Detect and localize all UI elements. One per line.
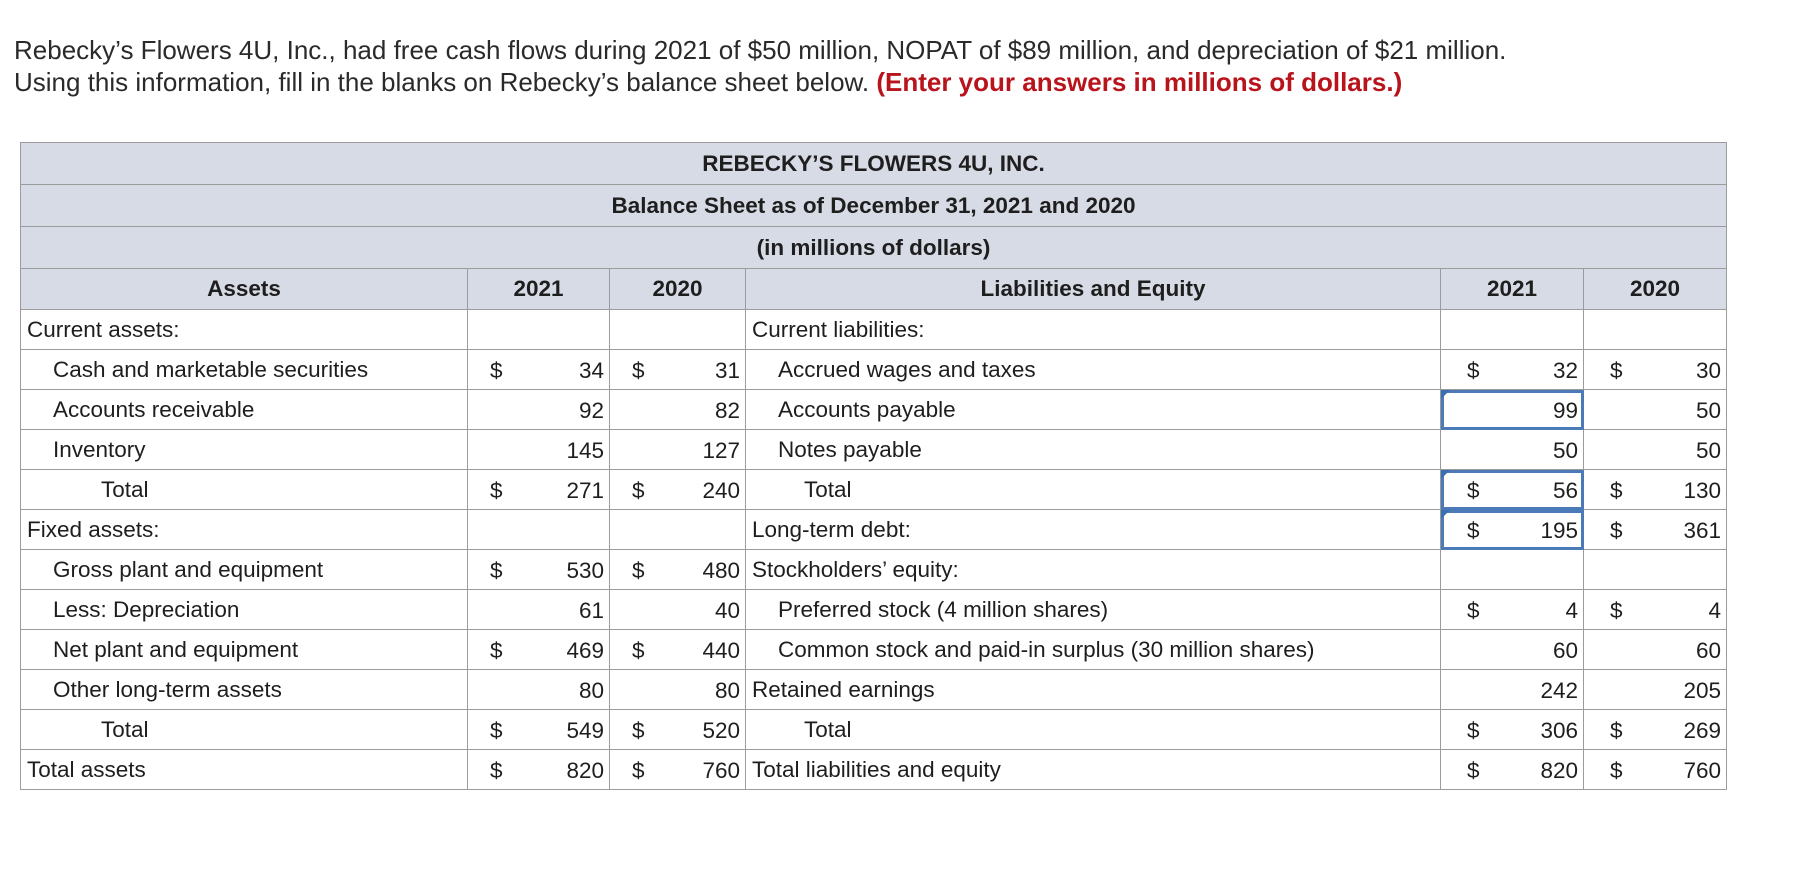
dollar-sign: $ <box>490 358 503 383</box>
liability-label: Accrued wages and taxes <box>746 350 1441 390</box>
cell-value: 31 <box>714 358 740 383</box>
liability-2020-cell <box>1584 550 1727 590</box>
question-line-2: Using this information, fill in the blanks on Rebecky’s balance sheet below. <box>14 67 870 97</box>
dollar-sign: $ <box>1467 358 1480 383</box>
cell-value: 130 <box>1683 478 1721 503</box>
asset-2020-cell <box>610 350 746 390</box>
cell-value: 240 <box>702 478 740 503</box>
assets-header: Assets <box>21 269 468 310</box>
cell-value: 82 <box>714 398 740 423</box>
liability-2020-cell <box>1584 630 1727 670</box>
cell-value: 50 <box>1695 398 1721 423</box>
cell-value: 306 <box>1540 718 1578 743</box>
asset-2021-cell <box>468 630 610 670</box>
liability-2020-cell <box>1584 350 1727 390</box>
table-row <box>21 390 1727 430</box>
liability-label: Total liabilities and equity <box>746 750 1441 790</box>
dollar-sign: $ <box>490 758 503 783</box>
dollar-sign: $ <box>632 758 645 783</box>
cell-value: 80 <box>578 678 604 703</box>
liability-2021-cell <box>1441 750 1584 790</box>
cell-value: 269 <box>1683 718 1721 743</box>
table-row <box>21 670 1727 710</box>
cell-value: 34 <box>578 358 604 383</box>
liability-2021-cell <box>1441 310 1584 350</box>
asset-2021-cell <box>468 510 610 550</box>
liability-2020-cell <box>1584 430 1727 470</box>
asset-2021-cell <box>468 750 610 790</box>
balance-sheet-table <box>20 142 1727 790</box>
liability-2021-cell <box>1441 630 1584 670</box>
dollar-sign: $ <box>1610 478 1623 503</box>
dollar-sign: $ <box>1467 718 1480 743</box>
asset-2020-cell <box>610 750 746 790</box>
cell-value: 127 <box>702 438 740 463</box>
liability-label: Stockholders’ equity: <box>746 550 1441 590</box>
dollar-sign: $ <box>632 558 645 583</box>
assets-2020-header: 2020 <box>610 269 746 310</box>
table-row <box>21 310 1727 350</box>
asset-2020-cell <box>610 310 746 350</box>
cell-value[interactable]: 99 <box>1552 398 1578 423</box>
liability-2021-cell <box>1441 430 1584 470</box>
cell-value: 30 <box>1695 358 1721 383</box>
answer-hint: (Enter your answers in millions of dollars.) <box>876 67 1403 97</box>
asset-2021-cell <box>468 390 610 430</box>
dollar-sign: $ <box>1467 758 1480 783</box>
liabilities-2021-header: 2021 <box>1441 269 1584 310</box>
asset-label: Cash and marketable securities <box>21 350 468 390</box>
cell-value: 760 <box>1683 758 1721 783</box>
asset-2021-cell <box>468 470 610 510</box>
asset-2020-cell <box>610 470 746 510</box>
table-row <box>21 590 1727 630</box>
asset-label: Current assets: <box>21 310 468 350</box>
asset-2020-cell <box>610 710 746 750</box>
dollar-sign: $ <box>490 638 503 663</box>
dollar-sign: $ <box>632 478 645 503</box>
cell-value: 549 <box>566 718 604 743</box>
asset-2020-cell <box>610 510 746 550</box>
cell-value: 760 <box>702 758 740 783</box>
liability-2021-cell[interactable] <box>1441 390 1584 430</box>
liability-label: Common stock and paid-in surplus (30 million shares) <box>746 630 1441 670</box>
liabilities-header: Liabilities and Equity <box>746 269 1441 310</box>
table-row <box>21 710 1727 750</box>
cell-value: 50 <box>1695 438 1721 463</box>
asset-label: Fixed assets: <box>21 510 468 550</box>
asset-2021-cell <box>468 710 610 750</box>
cell-value: 530 <box>566 558 604 583</box>
table-row <box>21 350 1727 390</box>
sheet-units: (in millions of dollars) <box>21 227 1727 269</box>
cell-value: 145 <box>566 438 604 463</box>
liability-2021-cell[interactable] <box>1441 470 1584 510</box>
dollar-sign: $ <box>1610 358 1623 383</box>
cell-value: 205 <box>1683 678 1721 703</box>
sheet-subtitle: Balance Sheet as of December 31, 2021 and 2020 <box>21 185 1727 227</box>
asset-2020-cell <box>610 630 746 670</box>
table-row <box>21 550 1727 590</box>
asset-2020-cell <box>610 670 746 710</box>
cell-value: 50 <box>1552 438 1578 463</box>
dollar-sign: $ <box>1467 478 1480 503</box>
table-row <box>21 630 1727 670</box>
assets-2021-header: 2021 <box>468 269 610 310</box>
liability-2020-cell <box>1584 590 1727 630</box>
cell-value: 820 <box>1540 758 1578 783</box>
cell-value: 4 <box>1708 598 1721 623</box>
cell-value: 440 <box>702 638 740 663</box>
liability-2020-cell <box>1584 670 1727 710</box>
liability-2021-cell <box>1441 710 1584 750</box>
balance-sheet-body <box>21 310 1727 790</box>
cell-value[interactable]: 195 <box>1540 518 1578 543</box>
liability-2020-cell <box>1584 510 1727 550</box>
dollar-sign: $ <box>632 718 645 743</box>
cell-value: 271 <box>566 478 604 503</box>
asset-label: Net plant and equipment <box>21 630 468 670</box>
liability-2020-cell <box>1584 390 1727 430</box>
liability-2021-cell <box>1441 350 1584 390</box>
liability-label: Total <box>746 710 1441 750</box>
liability-2020-cell <box>1584 310 1727 350</box>
cell-value[interactable]: 56 <box>1552 478 1578 503</box>
liability-2021-cell <box>1441 670 1584 710</box>
question-text <box>14 34 1794 98</box>
cell-value: 361 <box>1683 518 1721 543</box>
table-row <box>21 510 1727 550</box>
cell-value: 4 <box>1565 598 1578 623</box>
asset-2021-cell <box>468 350 610 390</box>
cell-value: 61 <box>578 598 604 623</box>
liability-2021-cell <box>1441 550 1584 590</box>
liability-label: Retained earnings <box>746 670 1441 710</box>
asset-label: Gross plant and equipment <box>21 550 468 590</box>
cell-value: 32 <box>1552 358 1578 383</box>
cell-value: 80 <box>714 678 740 703</box>
dollar-sign: $ <box>490 478 503 503</box>
dollar-sign: $ <box>1467 598 1480 623</box>
sheet-title: REBECKY’S FLOWERS 4U, INC. <box>21 143 1727 185</box>
liability-label: Notes payable <box>746 430 1441 470</box>
liability-2020-cell <box>1584 470 1727 510</box>
liability-2020-cell <box>1584 710 1727 750</box>
liability-2020-cell <box>1584 750 1727 790</box>
asset-label: Total <box>21 710 468 750</box>
asset-label: Total assets <box>21 750 468 790</box>
asset-2020-cell <box>610 590 746 630</box>
asset-2020-cell <box>610 390 746 430</box>
liability-label: Current liabilities: <box>746 310 1441 350</box>
liability-2021-cell <box>1441 590 1584 630</box>
cell-value: 469 <box>566 638 604 663</box>
cell-value: 480 <box>702 558 740 583</box>
asset-2021-cell <box>468 310 610 350</box>
asset-label: Accounts receivable <box>21 390 468 430</box>
cell-value: 60 <box>1695 638 1721 663</box>
liability-label: Accounts payable <box>746 390 1441 430</box>
dollar-sign: $ <box>1467 518 1480 543</box>
liability-label: Preferred stock (4 million shares) <box>746 590 1441 630</box>
asset-2021-cell <box>468 670 610 710</box>
dollar-sign: $ <box>1610 718 1623 743</box>
liability-2021-cell[interactable] <box>1441 510 1584 550</box>
asset-2020-cell <box>610 430 746 470</box>
liability-label: Long-term debt: <box>746 510 1441 550</box>
dollar-sign: $ <box>1610 598 1623 623</box>
asset-label: Total <box>21 470 468 510</box>
dollar-sign: $ <box>1610 758 1623 783</box>
cell-value: 92 <box>578 398 604 423</box>
asset-2021-cell <box>468 430 610 470</box>
table-row <box>21 430 1727 470</box>
table-row <box>21 470 1727 510</box>
asset-label: Other long-term assets <box>21 670 468 710</box>
cell-value: 60 <box>1552 638 1578 663</box>
dollar-sign: $ <box>490 718 503 743</box>
question-line-1: Rebecky’s Flowers 4U, Inc., had free cash flows during 2021 of $50 million, NOPAT of $89 million, and depreciation of $21 million. <box>14 35 1507 65</box>
dollar-sign: $ <box>1610 518 1623 543</box>
cell-value: 242 <box>1540 678 1578 703</box>
liability-label: Total <box>746 470 1441 510</box>
liabilities-2020-header: 2020 <box>1584 269 1727 310</box>
asset-2020-cell <box>610 550 746 590</box>
dollar-sign: $ <box>632 638 645 663</box>
dollar-sign: $ <box>490 558 503 583</box>
table-row <box>21 750 1727 790</box>
cell-value: 520 <box>702 718 740 743</box>
asset-label: Less: Depreciation <box>21 590 468 630</box>
cell-value: 820 <box>566 758 604 783</box>
cell-value: 40 <box>714 598 740 623</box>
asset-2021-cell <box>468 550 610 590</box>
dollar-sign: $ <box>632 358 645 383</box>
asset-2021-cell <box>468 590 610 630</box>
asset-label: Inventory <box>21 430 468 470</box>
